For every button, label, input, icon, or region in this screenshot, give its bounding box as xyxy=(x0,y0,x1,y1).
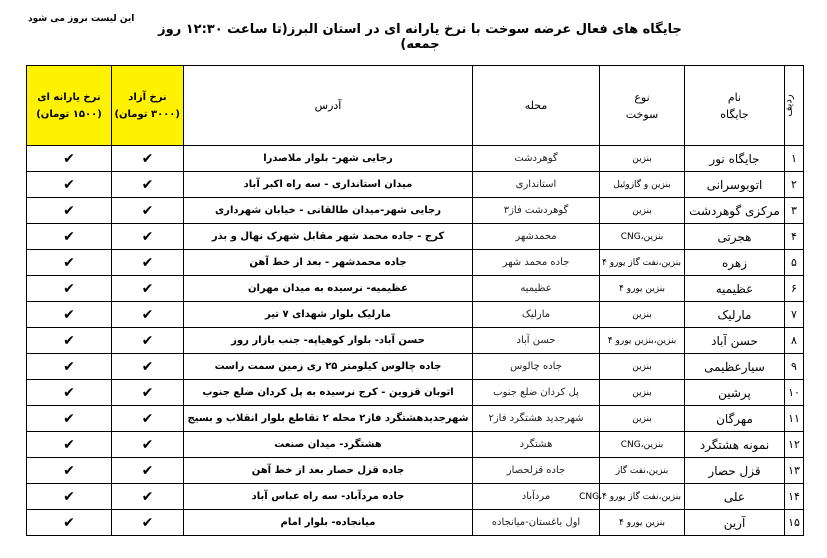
table-row xyxy=(27,432,804,458)
station-name: آرین xyxy=(685,510,785,536)
address: اتوبان قزوین - کرج نرسیده به پل کردان ضلع جنوب xyxy=(184,380,473,406)
col-header-row-number: ردیف xyxy=(785,66,804,146)
free-rate-check-icon: ✔ xyxy=(112,380,184,406)
free-rate-check-icon: ✔ xyxy=(112,484,184,510)
station-name: نمونه هشتگرد xyxy=(685,432,785,458)
station-name: پرشین xyxy=(685,380,785,406)
station-name: هجرتی xyxy=(685,224,785,250)
address: رجایی شهر- بلوار ملاصدرا xyxy=(184,146,473,172)
address: جاده چالوس کیلومتر ۲۵ ری زمین سمت راست xyxy=(184,354,473,380)
area: شهرجدید هشتگرد فاز۲ xyxy=(473,406,600,432)
table-row xyxy=(27,276,804,302)
station-name: حسن آباد xyxy=(685,328,785,354)
stations-table xyxy=(26,65,804,536)
address: شهرجدیدهشتگرد فاز۲ محله ۲ تقاطع بلوار انقلاب و بسیج xyxy=(184,406,473,432)
subsidy-rate-check-icon: ✔ xyxy=(27,406,112,432)
area: محمدشهر xyxy=(473,224,600,250)
area: استانداری xyxy=(473,172,600,198)
fuel-type: بنزین یورو ۴ xyxy=(600,276,685,302)
address: کرج - جاده محمد شهر مقابل شهرک نهال و بذر xyxy=(184,224,473,250)
free-rate-check-icon: ✔ xyxy=(112,172,184,198)
subsidy-rate-check-icon: ✔ xyxy=(27,354,112,380)
free-rate-check-icon: ✔ xyxy=(112,406,184,432)
fuel-type: بنزین و گازوئیل xyxy=(600,172,685,198)
address: میدان استانداری - سه راه اکبر آباد xyxy=(184,172,473,198)
row-number: ۱۲ xyxy=(785,432,804,458)
row-number: ۸ xyxy=(785,328,804,354)
table-row xyxy=(27,146,804,172)
table-row xyxy=(27,458,804,484)
row-number: ۳ xyxy=(785,198,804,224)
fuel-type: بنزین xyxy=(600,380,685,406)
row-number: ۱۰ xyxy=(785,380,804,406)
free-rate-check-icon: ✔ xyxy=(112,198,184,224)
area: مردآباد xyxy=(473,484,600,510)
station-name: قزل حصار xyxy=(685,458,785,484)
fuel-type: بنزین،CNG xyxy=(600,432,685,458)
subsidy-rate-check-icon: ✔ xyxy=(27,484,112,510)
subsidy-rate-check-icon: ✔ xyxy=(27,250,112,276)
free-rate-check-icon: ✔ xyxy=(112,432,184,458)
address: عظیمیه- نرسیده به میدان مهران xyxy=(184,276,473,302)
area: حسن آباد xyxy=(473,328,600,354)
free-rate-check-icon: ✔ xyxy=(112,224,184,250)
area: جاده محمد شهر xyxy=(473,250,600,276)
subsidy-rate-check-icon: ✔ xyxy=(27,224,112,250)
row-number: ۱۴ xyxy=(785,484,804,510)
table-row xyxy=(27,380,804,406)
row-number: ۱۳ xyxy=(785,458,804,484)
free-rate-check-icon: ✔ xyxy=(112,302,184,328)
fuel-type: بنزین xyxy=(600,354,685,380)
station-name: سیارعظیمی xyxy=(685,354,785,380)
station-name: مارلیک xyxy=(685,302,785,328)
subsidy-rate-check-icon: ✔ xyxy=(27,458,112,484)
fuel-type: بنزین،نفت گاز xyxy=(600,458,685,484)
address: حسن آباد- بلوار کوهیاپه- جنب بازار روز xyxy=(184,328,473,354)
address: جاده محمدشهر - بعد از خط آهن xyxy=(184,250,473,276)
area: هشتگرد xyxy=(473,432,600,458)
station-name: مرکزی گوهردشت xyxy=(685,198,785,224)
station-name: جایگاه نور xyxy=(685,146,785,172)
station-name: عظیمیه xyxy=(685,276,785,302)
row-number: ۶ xyxy=(785,276,804,302)
address: میانجاده- بلوار امام xyxy=(184,510,473,536)
table-row xyxy=(27,224,804,250)
update-note: این لیست بروز می شود xyxy=(28,14,135,24)
table-row xyxy=(27,328,804,354)
address: رجایی شهر-میدان طالقانی - خیابان شهرداری xyxy=(184,198,473,224)
fuel-type: بنزین xyxy=(600,198,685,224)
header-row xyxy=(27,66,804,146)
subsidy-rate-check-icon: ✔ xyxy=(27,172,112,198)
area: عظیمیه xyxy=(473,276,600,302)
subsidy-rate-check-icon: ✔ xyxy=(27,328,112,354)
fuel-type: بنزین،CNG xyxy=(600,224,685,250)
station-name: مهرگان xyxy=(685,406,785,432)
free-rate-check-icon: ✔ xyxy=(112,328,184,354)
row-number: ۱۵ xyxy=(785,510,804,536)
row-number: ۱۱ xyxy=(785,406,804,432)
row-number: ۱ xyxy=(785,146,804,172)
col-header-address: آدرس xyxy=(184,66,473,146)
area: اول باغستان-میانجاده xyxy=(473,510,600,536)
subsidy-rate-check-icon: ✔ xyxy=(27,198,112,224)
col-header-fuel-type: نوع سوخت xyxy=(600,66,685,146)
subsidy-rate-check-icon: ✔ xyxy=(27,302,112,328)
area: پل کردان ضلع جنوب xyxy=(473,380,600,406)
free-rate-check-icon: ✔ xyxy=(112,250,184,276)
free-rate-check-icon: ✔ xyxy=(112,458,184,484)
row-number: ۷ xyxy=(785,302,804,328)
table-row xyxy=(27,302,804,328)
row-number: ۲ xyxy=(785,172,804,198)
address: هشتگرد- میدان صنعت xyxy=(184,432,473,458)
fuel-type: بنزین xyxy=(600,302,685,328)
row-number: ۴ xyxy=(785,224,804,250)
fuel-type: بنزین،نفت گاز یورو ۴،CNG xyxy=(600,484,685,510)
page-title: جایگاه های فعال عرضه سوخت با نرخ یارانه ای در استان البرز(تا ساعت ۱۲:۳۰ روز جمعه) xyxy=(158,22,682,52)
address: جاده مردآباد- سه راه عباس آباد xyxy=(184,484,473,510)
fuel-type: بنزین،بنزین یورو ۴ xyxy=(600,328,685,354)
station-name: زهره xyxy=(685,250,785,276)
fuel-type: بنزین xyxy=(600,146,685,172)
subsidy-rate-check-icon: ✔ xyxy=(27,276,112,302)
subsidy-rate-check-icon: ✔ xyxy=(27,146,112,172)
free-rate-check-icon: ✔ xyxy=(112,510,184,536)
row-number: ۵ xyxy=(785,250,804,276)
subsidy-rate-check-icon: ✔ xyxy=(27,432,112,458)
fuel-type: بنزین یورو ۴ xyxy=(600,510,685,536)
col-header-station-name: نام جایگاه xyxy=(685,66,785,146)
fuel-type: بنزین،نفت گاز یورو ۴ xyxy=(600,250,685,276)
address: مارلیک بلوار شهدای ۷ تیر xyxy=(184,302,473,328)
col-header-free-rate: نرخ آزاد (۳۰۰۰ تومان) xyxy=(112,66,184,146)
free-rate-check-icon: ✔ xyxy=(112,146,184,172)
table-row xyxy=(27,510,804,536)
area: جاده قزلحصار xyxy=(473,458,600,484)
table-row xyxy=(27,198,804,224)
area: جاده چالوس xyxy=(473,354,600,380)
area: گوهردشت فاز۳ xyxy=(473,198,600,224)
area: گوهردشت xyxy=(473,146,600,172)
table-row xyxy=(27,354,804,380)
table-row xyxy=(27,406,804,432)
table-row xyxy=(27,172,804,198)
subsidy-rate-check-icon: ✔ xyxy=(27,510,112,536)
table-row xyxy=(27,250,804,276)
col-header-area: محله xyxy=(473,66,600,146)
address: جاده قزل حصار بعد از خط آهن xyxy=(184,458,473,484)
station-name: اتوبوسرانی xyxy=(685,172,785,198)
col-header-subsidy-rate: نرخ یارانه ای (۱۵۰۰ تومان) xyxy=(27,66,112,146)
fuel-type: بنزین xyxy=(600,406,685,432)
free-rate-check-icon: ✔ xyxy=(112,354,184,380)
row-number: ۹ xyxy=(785,354,804,380)
station-name: علی xyxy=(685,484,785,510)
area: مارلیک xyxy=(473,302,600,328)
table-row xyxy=(27,484,804,510)
subsidy-rate-check-icon: ✔ xyxy=(27,380,112,406)
free-rate-check-icon: ✔ xyxy=(112,276,184,302)
